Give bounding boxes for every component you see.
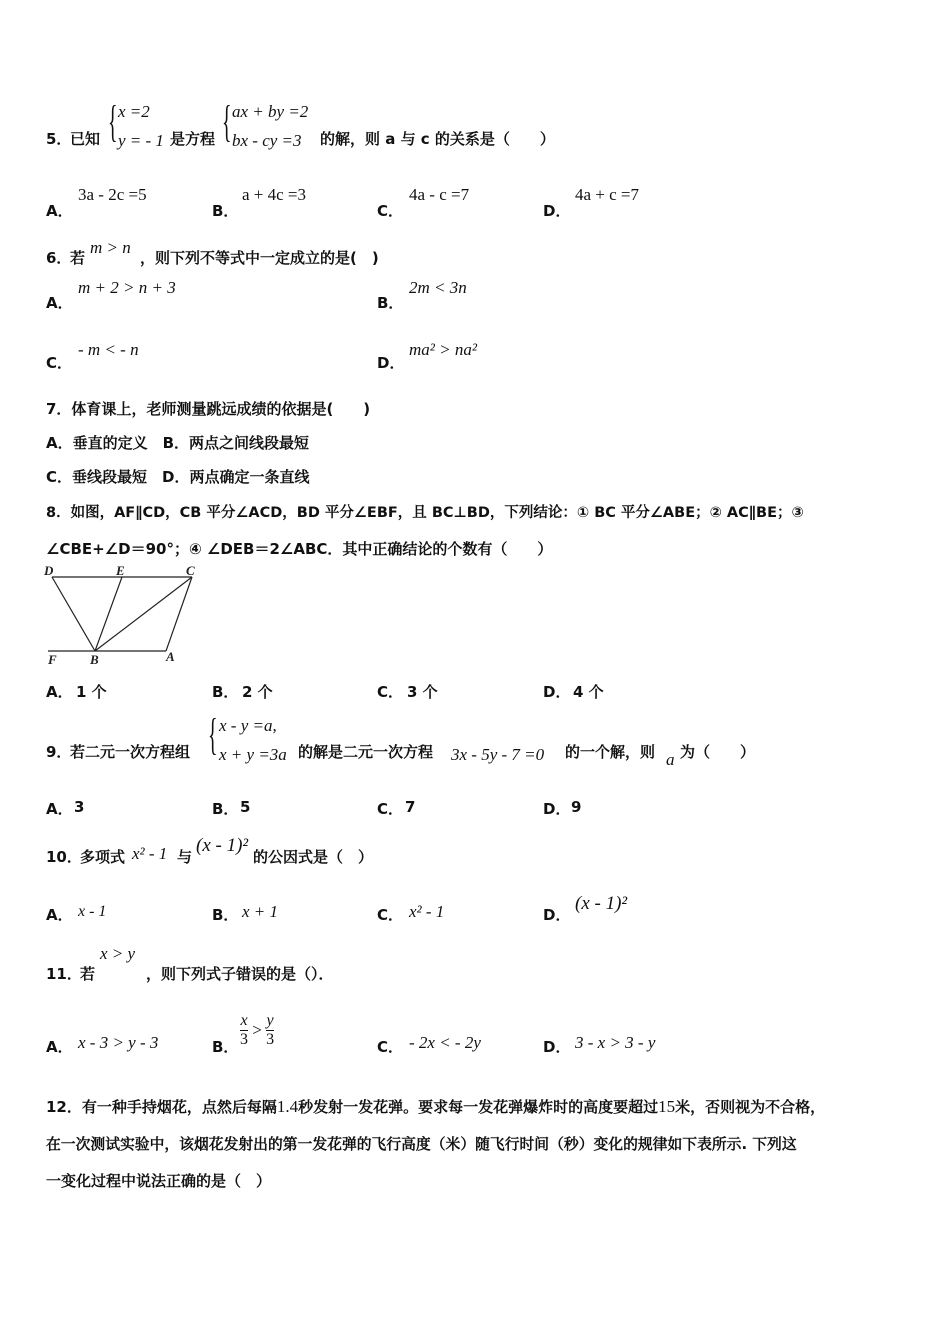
- q5-system2-eq1: ax + by =2: [232, 102, 309, 121]
- q5-question: 的解，则 a 与 c 的关系是（ ）: [320, 130, 555, 148]
- q11-option-a-label: A．: [46, 1038, 73, 1056]
- q10-option-a-label: A．: [46, 906, 73, 924]
- q5-system1-eq2: y = - 1: [118, 131, 164, 150]
- q9-equation: 3x - 5y - 7 =0: [451, 745, 545, 764]
- q6-option-b-label: B．: [377, 294, 404, 312]
- q6-option-b: 2m < 3n: [409, 278, 467, 297]
- q10-option-b-label: B．: [212, 906, 239, 924]
- q9-option-a: 3: [74, 798, 85, 816]
- q10-option-c-label: C．: [377, 906, 404, 924]
- q9-post2: 为（ ）: [680, 743, 756, 761]
- q6-condition: m > n: [90, 238, 131, 257]
- q5-brace-2: {: [222, 97, 232, 146]
- q12-line3: 一变化过程中说法正确的是（ ）: [46, 1172, 272, 1190]
- q11-option-d-label: D．: [543, 1038, 571, 1056]
- fraction-1-denominator: 3: [240, 1031, 248, 1048]
- q8-option-b-label: B．: [212, 683, 239, 701]
- q9-option-c: 7: [405, 798, 416, 816]
- q6-option-d: ma² > na²: [409, 340, 477, 359]
- q5-mid: 是方程: [170, 130, 216, 148]
- q9-option-b-label: B．: [212, 800, 239, 818]
- q5-option-c-label: C．: [377, 202, 404, 220]
- q6-number: 6．: [46, 249, 72, 267]
- q10-option-d: (x - 1)²: [575, 893, 628, 914]
- q9-variable: a: [666, 750, 675, 769]
- q8-option-d: 4 个: [573, 683, 604, 701]
- q11-question: ，则下列式子错误的是（）．: [146, 965, 334, 983]
- label-a: A: [166, 649, 175, 664]
- q11-option-c: - 2x < - 2y: [409, 1033, 481, 1052]
- label-f: F: [48, 652, 57, 667]
- q10-option-d-label: D．: [543, 906, 571, 924]
- q11-option-b-label: B．: [212, 1038, 239, 1056]
- q9-prefix: 若二元一次方程组: [70, 743, 191, 761]
- q5-option-a: 3a - 2c =5: [78, 185, 147, 204]
- q9-system-eq2: x + y =3a: [219, 745, 287, 764]
- label-c: C: [186, 565, 195, 578]
- q12-line1-a: 12．有一种手持烟花，点然后每隔: [46, 1098, 277, 1116]
- q5-system2-eq2: bx - cy =3: [232, 131, 302, 150]
- q5-option-a-label: A．: [46, 202, 73, 220]
- fraction-1-numerator: x: [240, 1012, 248, 1029]
- q12-line1-b: 秒发射一发花弹。要求每一发花弹爆炸时的高度要超过: [298, 1098, 659, 1116]
- q11-prefix: 若: [80, 965, 96, 983]
- q12-interval-value: 1.4: [276, 1097, 299, 1116]
- q5-number: 5．: [46, 130, 72, 148]
- q6-option-d-label: D．: [377, 354, 405, 372]
- q6-question: ，则下列不等式中一定成立的是( ): [140, 249, 379, 267]
- q10-number: 10．: [46, 848, 82, 866]
- line-eb: [95, 577, 122, 651]
- q9-option-b: 5: [240, 798, 251, 816]
- q10-polynomial-2: (x - 1)²: [196, 835, 249, 856]
- fraction-compare-operator: >: [252, 1020, 262, 1040]
- q10-prefix: 多项式: [80, 848, 126, 866]
- line-db: [52, 577, 95, 651]
- q10-mid: 与: [177, 848, 193, 866]
- q12-line2: 在一次测试实验中，该烟花发射出的第一发花弹的飞行高度（米）随飞行时间（秒）变化的规律如下表所示. 下列这: [46, 1136, 797, 1153]
- q6-prefix: 若: [70, 249, 86, 267]
- q7-options-row1: A．垂直的定义 B．两点之间线段最短: [46, 434, 310, 452]
- q5-brace-1: {: [108, 97, 118, 146]
- q9-number: 9．: [46, 743, 72, 761]
- label-b: B: [90, 652, 99, 667]
- q8-option-a-label: A．: [46, 683, 73, 701]
- q9-option-a-label: A．: [46, 800, 73, 818]
- q8-option-d-label: D．: [543, 683, 571, 701]
- q10-option-a: x - 1: [78, 903, 107, 920]
- q7-options-row2: C．垂线段最短 D．两点确定一条直线: [46, 468, 310, 486]
- q5-prefix: 已知: [70, 130, 101, 148]
- q11-number: 11．: [46, 965, 82, 983]
- q8-question-line1: 8．如图，AF∥CD，CB 平分∠ACD，BD 平分∠EBF，且 BC⊥BD，下列结论：① BC 平分∠ABE；② AC∥BE；③: [46, 505, 804, 521]
- q9-option-d-label: D．: [543, 800, 571, 818]
- fraction-2-numerator: y: [266, 1012, 274, 1029]
- q11-option-a: x - 3 > y - 3: [78, 1033, 159, 1052]
- q9-brace: {: [208, 710, 218, 759]
- q6-option-c: - m < - n: [78, 340, 139, 359]
- line-ca: [166, 577, 192, 651]
- fraction-2-denominator: 3: [266, 1031, 275, 1048]
- q8-geometry-figure: [40, 565, 210, 670]
- line-cb: [95, 577, 192, 651]
- q9-option-d: 9: [571, 798, 582, 816]
- label-e: E: [116, 565, 125, 578]
- q10-option-c: x² - 1: [409, 902, 445, 921]
- q9-mid: 的解是二元一次方程: [298, 743, 434, 761]
- q11-condition: x > y: [100, 944, 136, 963]
- q10-polynomial-1: x² - 1: [132, 844, 168, 863]
- q10-question: 的公因式是（ ）: [253, 848, 374, 866]
- q12-line1-c: 米，否则视为不合格，: [675, 1098, 826, 1116]
- q12-height-value: 15: [658, 1097, 676, 1116]
- q6-option-a: m + 2 > n + 3: [78, 278, 176, 297]
- q5-system1-eq1: x =2: [118, 102, 150, 121]
- q9-option-c-label: C．: [377, 800, 404, 818]
- q5-option-b-label: B．: [212, 202, 239, 220]
- q8-option-b: 2 个: [242, 683, 273, 701]
- q6-option-c-label: C．: [46, 354, 73, 372]
- q9-system-eq1: x - y =a,: [219, 716, 277, 735]
- q11-option-c-label: C．: [377, 1038, 404, 1056]
- q5-option-d-label: D．: [543, 202, 571, 220]
- q7-question: 7．体育课上，老师测量跳远成绩的依据是( ): [46, 400, 371, 418]
- label-d: D: [44, 565, 54, 578]
- q8-option-a: 1 个: [76, 683, 107, 701]
- q9-post1: 的一个解，则: [565, 743, 656, 761]
- q5-option-c: 4a - c =7: [409, 185, 470, 204]
- q11-option-b: [240, 1012, 274, 1049]
- q8-option-c-label: C．: [377, 683, 404, 701]
- q12-line1: [46, 1096, 825, 1117]
- q10-option-b: x + 1: [242, 902, 279, 921]
- q5-option-b: a + 4c =3: [242, 185, 307, 204]
- q8-option-c: 3 个: [407, 683, 438, 701]
- q5-option-d: 4a + c =7: [575, 185, 640, 204]
- q6-option-a-label: A．: [46, 294, 73, 312]
- q8-question-line2: ∠CBE+∠D＝90°；④ ∠DEB＝2∠ABC．其中正确结论的个数有（ ）: [46, 540, 553, 558]
- q11-option-d: 3 - x > 3 - y: [575, 1033, 656, 1052]
